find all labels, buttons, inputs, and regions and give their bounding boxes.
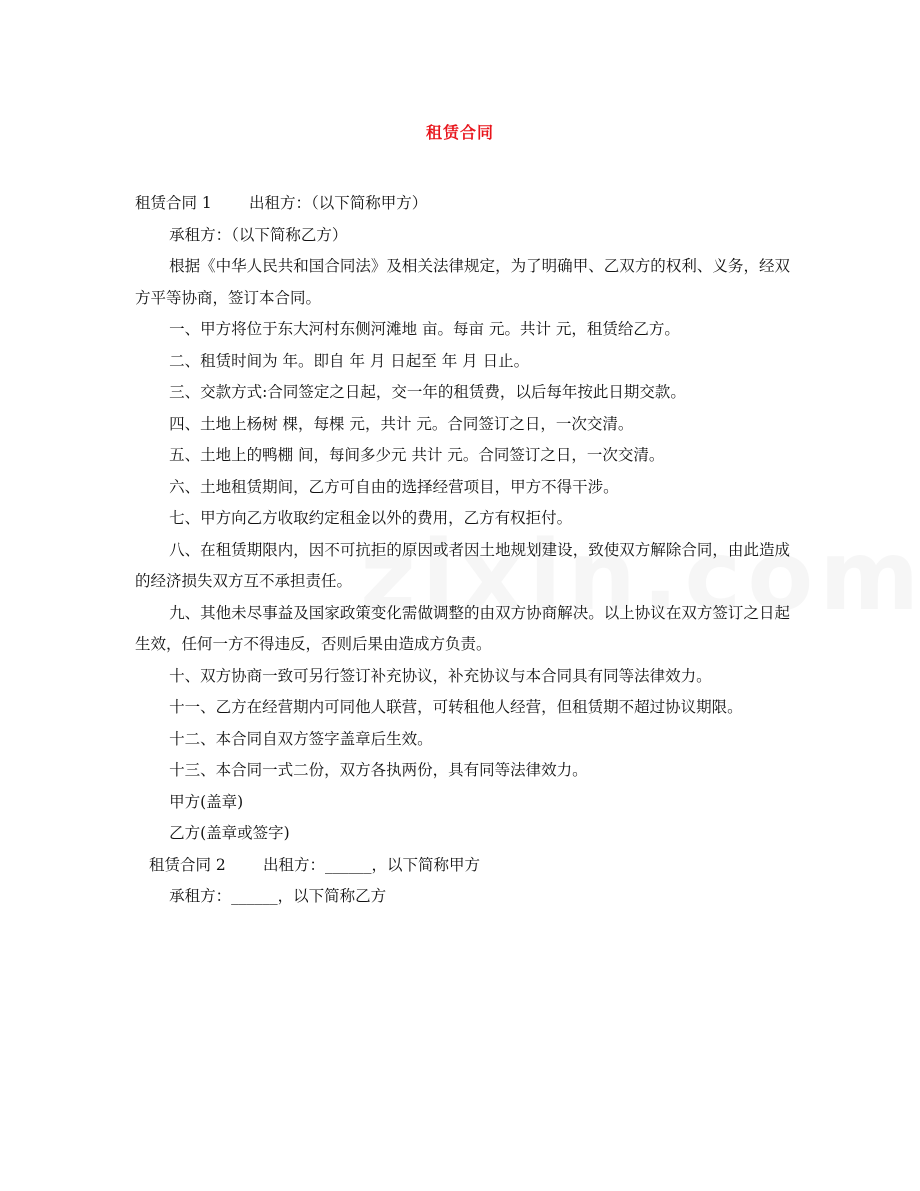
party-b-signature: 乙方(盖章或签字) — [169, 824, 290, 842]
contract2-header-line — [135, 850, 790, 882]
document-title: 租赁合同 — [425, 123, 494, 142]
contract1-lessor: 出租方：（以下简称甲方） — [248, 194, 428, 212]
contract2-lessor: 出租方：______，以下简称甲方 — [262, 855, 480, 874]
clause-5: 五、土地上的鸭棚 间，每间多少元 共计 元。合同签订之日，一次交清。 — [169, 446, 665, 464]
clause-9: 九、其他未尽事益及国家政策变化需做调整的由双方协商解决。以上协议在双方签订之日起生效，任何一方不得违反，否则后果由造成方负责。 — [135, 603, 790, 653]
clause-6: 六、土地租赁期间，乙方可自由的选择经营项目，甲方不得干涉。 — [169, 477, 619, 496]
clause-4: 四、土地上杨树 棵，每棵 元，共计 元。合同签订之日，一次交清。 — [169, 414, 634, 433]
clause-3: 三、交款方式:合同签定之日起，交一年的租赁费，以后每年按此日期交款。 — [169, 383, 686, 401]
document-body — [135, 188, 790, 913]
clause-8: 八、在租赁期限内，因不可抗拒的原因或者因土地规划建设，致使双方解除合同，由此造成的经济损失双方互不承担责任。 — [135, 540, 790, 590]
clause-10: 十、双方协商一致可另行签订补充协议，补充协议与本合同具有同等法律效力。 — [169, 666, 712, 685]
contract1-heading: 租赁合同 1 — [135, 194, 212, 212]
clause-13: 十三、本合同一式二份，双方各执两份，具有同等法律效力。 — [169, 761, 588, 779]
contract1-preamble: 根据《中华人民共和国合同法》及相关法律规定，为了明确甲、乙双方的权利、义务，经双方平等协商，签订本合同。 — [135, 257, 790, 307]
clause-2: 二、租赁时间为 年。即自 年 月 日起至 年 月 日止。 — [169, 351, 530, 370]
contract1-lessee: 承租方：（以下简称乙方） — [169, 225, 348, 244]
party-a-signature: 甲方(盖章) — [169, 792, 244, 811]
clause-11: 十一、乙方在经营期内可同他人联营，可转租他人经营，但租赁期不超过协议期限。 — [169, 698, 743, 716]
contract1-header-line — [135, 188, 790, 220]
contract2-heading: 租赁合同 2 — [149, 855, 226, 874]
contract2-lessee: 承租方：______，以下简称乙方 — [169, 887, 387, 905]
clause-7: 七、甲方向乙方收取约定租金以外的费用，乙方有权拒付。 — [169, 509, 573, 527]
clause-1: 一、甲方将位于东大河村东侧河滩地 亩。每亩 元。共计 元，租赁给乙方。 — [169, 320, 680, 338]
clause-12: 十二、本合同自双方签字盖章后生效。 — [169, 729, 433, 748]
